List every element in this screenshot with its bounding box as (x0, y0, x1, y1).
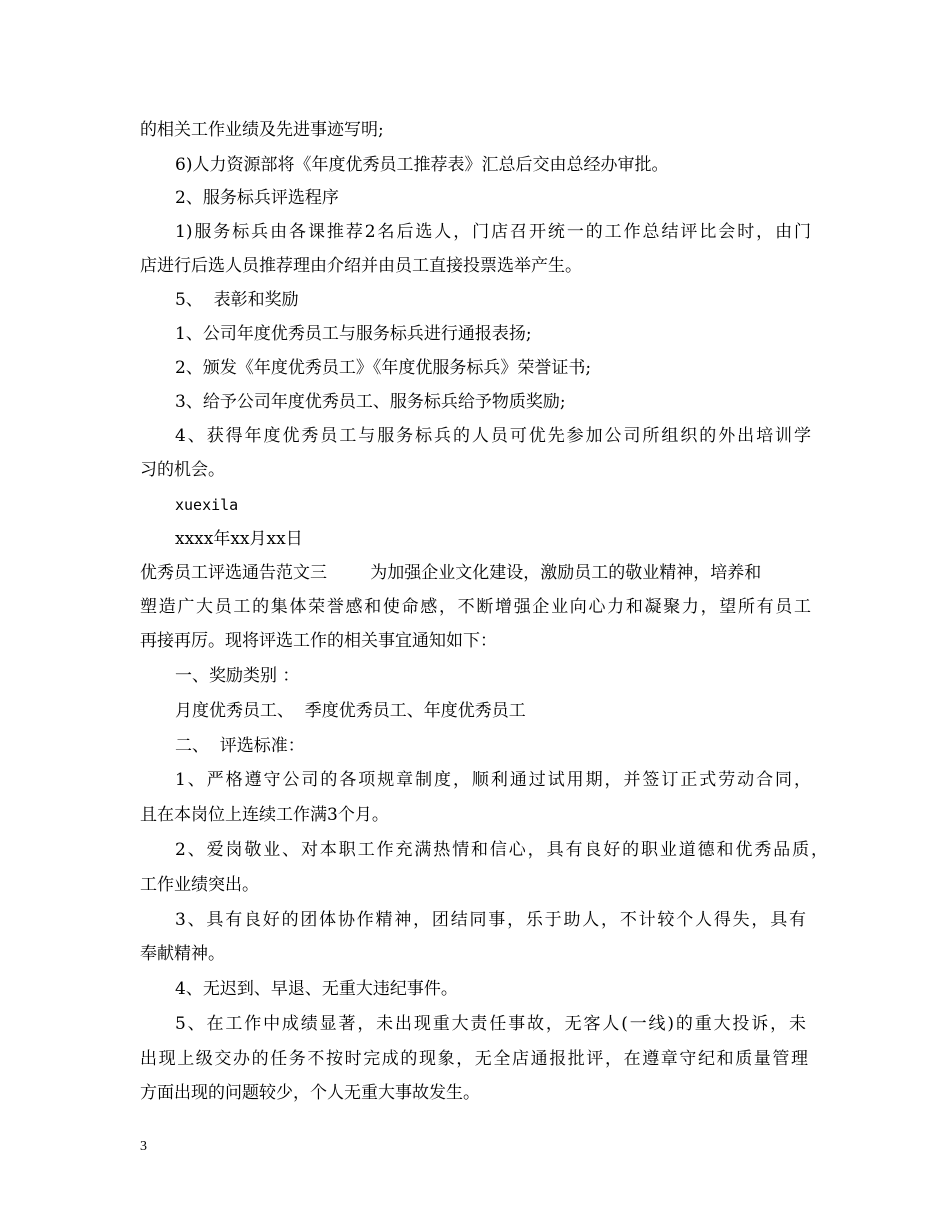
text-line: 习的机会。 (140, 460, 225, 480)
text-line: 2、服务标兵评选程序 (175, 188, 339, 208)
section-heading: 一、奖励类别 ： (175, 666, 300, 686)
text-line: 4、无迟到、早退、无重大违纪事件。 (175, 979, 458, 999)
date-text: xxxx年xx月xx日 (175, 529, 303, 549)
text-line: 的相关工作业绩及先进事迹写明; (140, 120, 384, 140)
section-heading: 二、 评选标准： (175, 736, 305, 756)
text-line: 优秀员工评选通告范文三 为加强企业文化建设，激励员工的敬业精神，培养和 (140, 563, 762, 583)
text-line: 2、爱岗敬业、对本职工作充满热情和信心，具有良好的职业道德和优秀品质， (175, 840, 828, 860)
page-number: 3 (140, 1139, 147, 1154)
text-line: 月度优秀员工、 季度优秀员工、年度优秀员工 (175, 701, 526, 721)
section-heading: 5、 表彰和奖励 (175, 290, 299, 310)
text-line: 塑造广大员工的集体荣誉感和使命感，不断增强企业向心力和凝聚力，望所有员工 (140, 597, 811, 617)
text-line: 出现上级交办的任务不按时完成的现象，无全店通报批评，在遵章守纪和质量管理 (140, 1049, 808, 1069)
text-line: 方面出现的问题较少，个人无重大事故发生。 (140, 1083, 480, 1103)
text-line: 且在本岗位上连续工作满3个月。 (140, 805, 389, 825)
text-line: 6)人力资源部将《年度优秀员工推荐表》汇总后交由总经办审批。 (175, 155, 669, 175)
text-line: 5、在工作中成绩显著，未出现重大责任事故，无客人(一线)的重大投诉，未 (175, 1014, 806, 1034)
text-line: 奉献精神。 (140, 944, 225, 964)
text-line: 再接再厉。现将评选工作的相关事宜通知如下： (140, 631, 497, 651)
text-line: 1、严格遵守公司的各项规章制度，顺利通过试用期，并签订正式劳动合同， (175, 770, 811, 790)
text-line: 3、具有良好的团体协作精神，团结同事，乐于助人，不计较个人得失，具有 (175, 910, 806, 930)
text-line: 1)服务标兵由各课推荐2名后选人，门店召开统一的工作总结评比会时，由门 (175, 222, 811, 242)
text-line: 工作业绩突出。 (140, 875, 259, 895)
text-line: 1、公司年度优秀员工与服务标兵进行通报表扬; (175, 324, 532, 344)
text-line: 店进行后选人员推荐理由介绍并由员工直接投票选举产生。 (140, 256, 582, 276)
signature-text: xuexila (175, 496, 239, 514)
text-line: 3、给予公司年度优秀员工、服务标兵给予物质奖励; (175, 392, 566, 412)
text-line: 2、颁发《年度优秀员工》《年度优服务标兵》荣誉证书; (175, 358, 592, 378)
text-line: 4、获得年度优秀员工与服务标兵的人员可优先参加公司所组织的外出培训学 (175, 426, 811, 446)
